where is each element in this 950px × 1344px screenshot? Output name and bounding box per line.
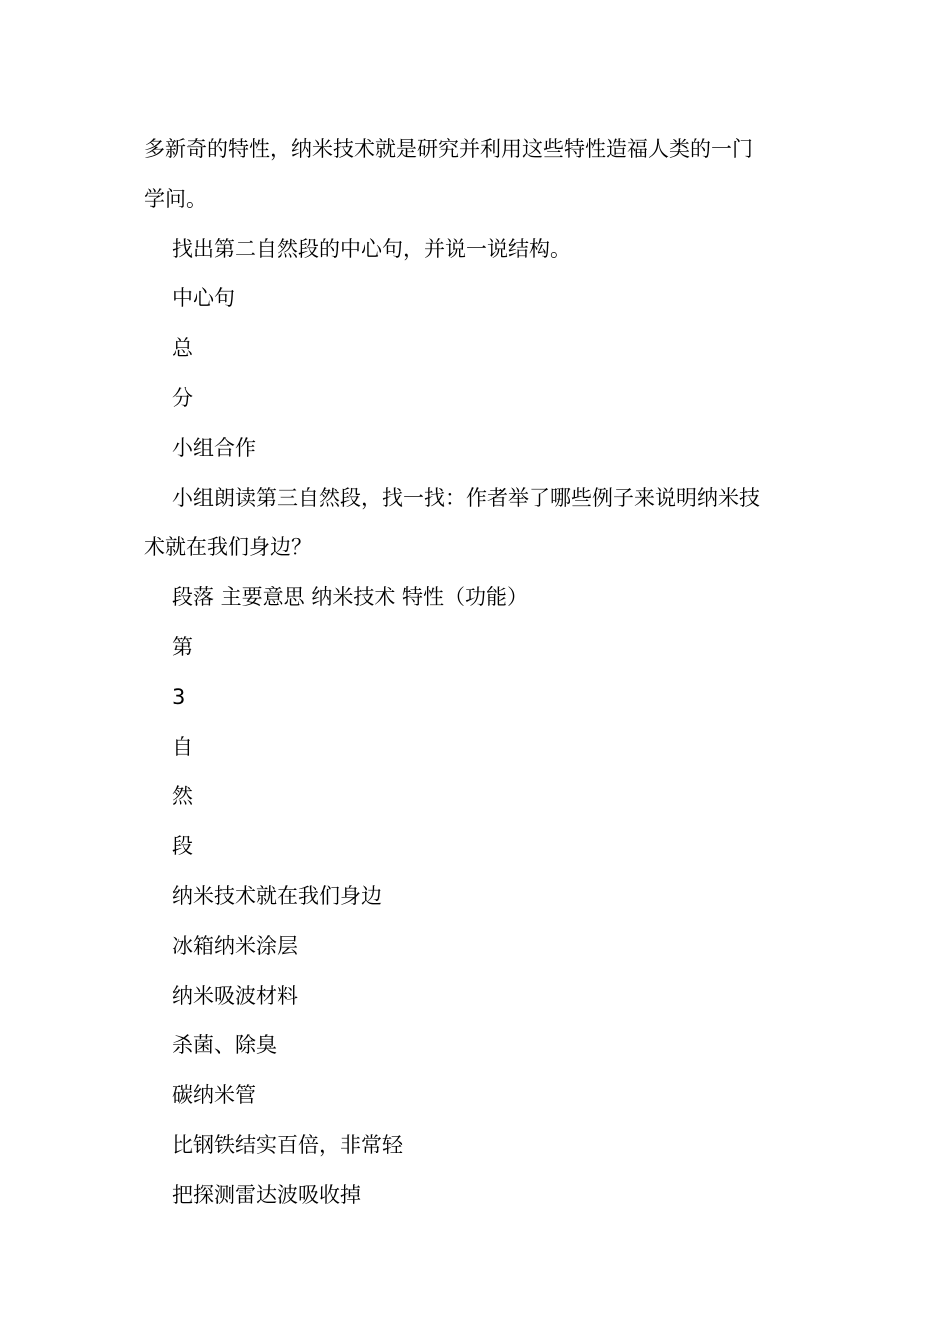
paragraph-label-char: 段 xyxy=(172,834,193,859)
list-item: 碳纳米管 xyxy=(172,1083,256,1108)
paragraph-label-char: 3 xyxy=(172,684,186,709)
group-work-heading: 小组合作 xyxy=(172,435,256,460)
part-label: 分 xyxy=(172,385,193,410)
group-task-line-1: 小组朗读第三自然段，找一找：作者举了哪些例子来说明纳米技 xyxy=(172,485,760,510)
total-label: 总 xyxy=(172,336,193,361)
group-task-line-2: 术就在我们身边？ xyxy=(144,535,312,560)
paragraph-label-char: 自 xyxy=(172,734,193,759)
main-idea: 纳米技术就在我们身边 xyxy=(172,883,382,908)
intro-paragraph xyxy=(144,125,808,225)
list-item: 把探测雷达波吸收掉 xyxy=(172,1182,361,1207)
document-body xyxy=(144,125,808,1221)
task-paragraph-two: 找出第二自然段的中心句，并说一说结构。 xyxy=(172,236,571,261)
list-item: 杀菌、除臭 xyxy=(172,1033,277,1058)
list-item: 比钢铁结实百倍，非常轻 xyxy=(172,1132,403,1157)
intro-line-1: 多新奇的特性，纳米技术就是研究并利用这些特性造福人类的一门 xyxy=(144,137,753,161)
center-sentence-label: 中心句 xyxy=(172,286,235,311)
group-task-continuation xyxy=(144,523,808,573)
paragraph-label-char: 然 xyxy=(172,784,193,809)
table-header-row: 段落 主要意思 纳米技术 特性（功能） xyxy=(172,585,529,610)
group-task-paragraph xyxy=(144,474,808,524)
list-item: 纳米吸波材料 xyxy=(172,983,298,1008)
paragraph-label-char: 第 xyxy=(172,634,193,659)
list-item: 冰箱纳米涂层 xyxy=(172,933,298,958)
intro-line-2: 学问。 xyxy=(144,186,207,211)
